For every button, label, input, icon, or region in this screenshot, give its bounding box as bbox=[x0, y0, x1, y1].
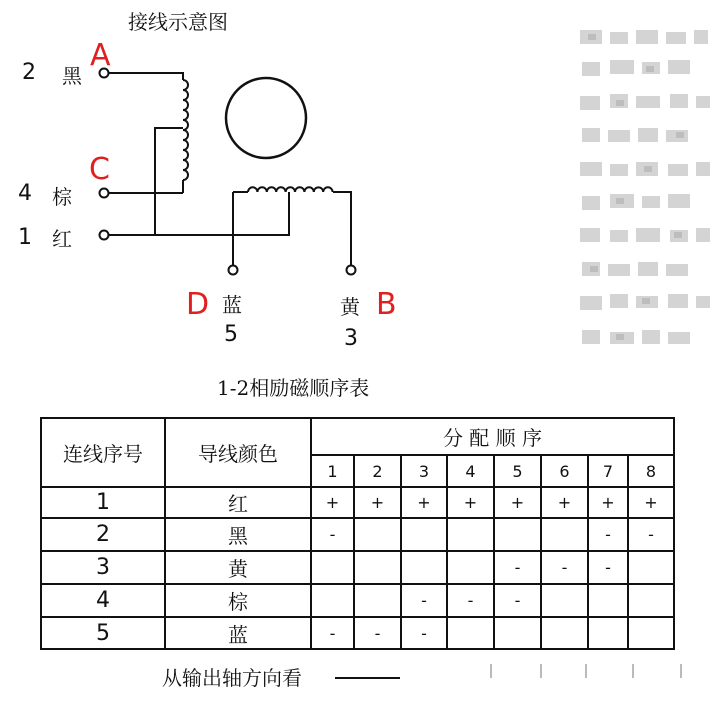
header-sequence: 分 配 顺 序 bbox=[311, 418, 674, 455]
terminal-3-pin bbox=[347, 266, 356, 275]
faint-tick-mark bbox=[680, 664, 682, 678]
row-color: 棕 bbox=[165, 584, 311, 617]
header-seq-no: 连线序号 bbox=[41, 418, 165, 487]
sequence-cell bbox=[311, 551, 354, 584]
terminal-b-letter: B bbox=[376, 287, 397, 322]
sequence-cell: - bbox=[401, 584, 447, 617]
wire-center-tap-1 bbox=[155, 128, 183, 235]
sequence-cell: + bbox=[401, 487, 447, 518]
terminal-d-letter: D bbox=[186, 287, 210, 322]
faint-tick-mark bbox=[490, 664, 492, 678]
sequence-cell: + bbox=[588, 487, 628, 518]
sequence-cell bbox=[588, 617, 628, 649]
terminal-2-number: 2 bbox=[22, 60, 36, 85]
table-row bbox=[41, 551, 674, 584]
pixelated-text-block bbox=[576, 20, 717, 360]
terminal-1-number: 1 bbox=[18, 225, 32, 250]
wire-common bbox=[109, 192, 289, 235]
sequence-cell: - bbox=[447, 584, 494, 617]
row-number: 4 bbox=[41, 584, 165, 617]
table-title: 1-2相励磁顺序表 bbox=[217, 376, 370, 400]
sequence-cell: - bbox=[311, 617, 354, 649]
sequence-cell bbox=[628, 551, 674, 584]
sequence-cell bbox=[311, 584, 354, 617]
step-header: 4 bbox=[447, 455, 494, 487]
faint-tick-mark bbox=[632, 664, 634, 678]
step-header: 2 bbox=[354, 455, 401, 487]
row-number: 5 bbox=[41, 617, 165, 649]
sequence-cell: - bbox=[311, 518, 354, 551]
terminal-1-pin bbox=[100, 231, 109, 240]
faint-tick-mark bbox=[585, 664, 587, 678]
sequence-cell bbox=[588, 584, 628, 617]
terminal-3-color: 黄 bbox=[340, 295, 360, 319]
sequence-cell: - bbox=[354, 617, 401, 649]
sequence-cell: + bbox=[354, 487, 401, 518]
step-header: 8 bbox=[628, 455, 674, 487]
sequence-cell bbox=[401, 551, 447, 584]
sequence-cell bbox=[494, 518, 541, 551]
coil-ac bbox=[183, 80, 188, 180]
sequence-cell bbox=[628, 617, 674, 649]
terminal-2-color: 黑 bbox=[62, 64, 82, 88]
step-header: 7 bbox=[588, 455, 628, 487]
step-header: 6 bbox=[541, 455, 588, 487]
coil-db bbox=[248, 187, 333, 192]
row-color: 红 bbox=[165, 487, 311, 518]
terminal-4-pin bbox=[100, 189, 109, 198]
step-header: 1 bbox=[311, 455, 354, 487]
table-row bbox=[41, 518, 674, 551]
diagram-title: 接线示意图 bbox=[128, 10, 228, 34]
sequence-cell bbox=[447, 617, 494, 649]
sequence-cell: + bbox=[447, 487, 494, 518]
sequence-cell bbox=[354, 551, 401, 584]
table-row bbox=[41, 487, 674, 518]
sequence-cell: - bbox=[588, 551, 628, 584]
faint-tick-mark bbox=[540, 664, 542, 678]
sequence-cell: + bbox=[494, 487, 541, 518]
footer-dash-line bbox=[335, 677, 400, 679]
sequence-cell bbox=[541, 518, 588, 551]
sequence-cell: - bbox=[401, 617, 447, 649]
sequence-cell bbox=[401, 518, 447, 551]
sequence-cell bbox=[541, 617, 588, 649]
wire-b bbox=[333, 192, 351, 265]
terminal-2-pin bbox=[100, 69, 109, 78]
row-color: 黄 bbox=[165, 551, 311, 584]
sequence-cell: - bbox=[628, 518, 674, 551]
sequence-cell bbox=[541, 584, 588, 617]
sequence-cell bbox=[494, 617, 541, 649]
sequence-cell bbox=[628, 584, 674, 617]
sequence-cell: + bbox=[541, 487, 588, 518]
sequence-cell bbox=[354, 518, 401, 551]
sequence-cell: - bbox=[494, 584, 541, 617]
sequence-cell: + bbox=[628, 487, 674, 518]
terminal-5-number: 5 bbox=[224, 322, 238, 347]
terminal-4-number: 4 bbox=[18, 181, 32, 206]
terminal-5-color: 蓝 bbox=[222, 293, 242, 317]
row-number: 3 bbox=[41, 551, 165, 584]
step-header: 3 bbox=[401, 455, 447, 487]
table-row bbox=[41, 617, 674, 649]
terminal-3-number: 3 bbox=[344, 326, 358, 351]
sequence-cell bbox=[354, 584, 401, 617]
row-color: 蓝 bbox=[165, 617, 311, 649]
footer-caption: 从输出轴方向看 bbox=[162, 666, 302, 690]
row-number: 2 bbox=[41, 518, 165, 551]
rotor-circle bbox=[226, 78, 306, 158]
table-row bbox=[41, 584, 674, 617]
row-color: 黑 bbox=[165, 518, 311, 551]
excitation-sequence-table bbox=[40, 417, 675, 650]
terminal-1-color: 红 bbox=[52, 227, 72, 251]
sequence-cell bbox=[447, 551, 494, 584]
sequence-cell bbox=[447, 518, 494, 551]
row-number: 1 bbox=[41, 487, 165, 518]
sequence-cell: - bbox=[588, 518, 628, 551]
terminal-a-letter: A bbox=[90, 38, 111, 73]
header-wire-color: 导线颜色 bbox=[165, 418, 311, 487]
sequence-cell: + bbox=[311, 487, 354, 518]
terminal-c-letter: C bbox=[89, 152, 110, 187]
terminal-5-pin bbox=[229, 266, 238, 275]
sequence-cell: - bbox=[541, 551, 588, 584]
sequence-cell: - bbox=[494, 551, 541, 584]
wire-a bbox=[109, 73, 183, 80]
terminal-4-color: 棕 bbox=[52, 185, 72, 209]
step-header: 5 bbox=[494, 455, 541, 487]
